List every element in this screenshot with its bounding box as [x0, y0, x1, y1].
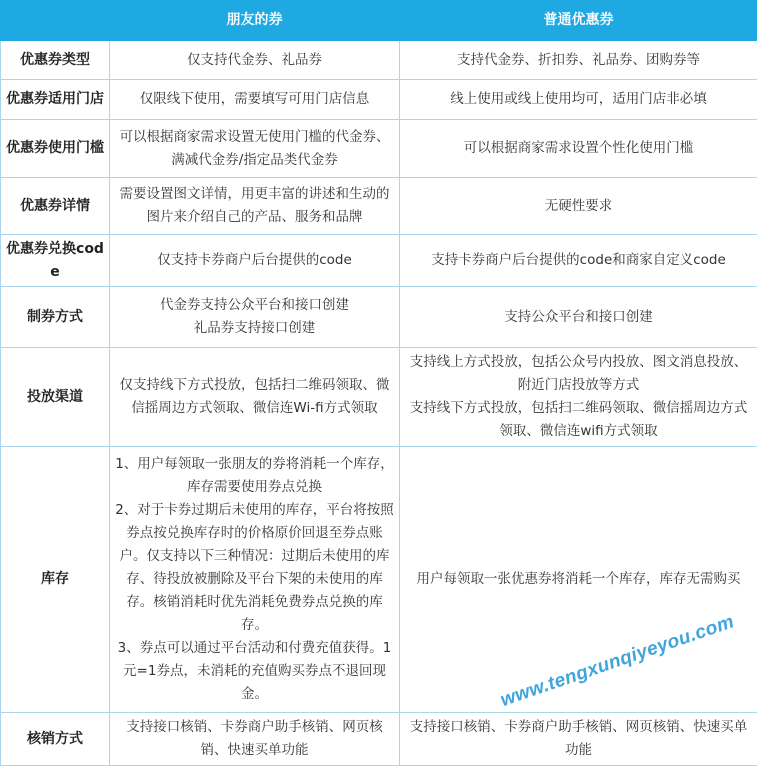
- friend-coupon-cell: [110, 447, 400, 713]
- table-row: [1, 178, 757, 235]
- friend-coupon-cell: 支持接口核销、卡券商户助手核销、网页核销、快速买单功能: [110, 713, 400, 766]
- site-watermark: www.tengxunqiyeyou.com: [498, 611, 737, 712]
- cell-line: 礼品券支持接口创建: [115, 317, 394, 340]
- normal-coupon-cell: 用户每领取一张优惠券将消耗一个库存，库存无需购买: [400, 447, 757, 713]
- friend-coupon-cell: 仅支持卡券商户后台提供的code: [110, 235, 400, 287]
- table-row: [1, 348, 757, 447]
- header-corner: [1, 1, 110, 41]
- friend-coupon-cell: 可以根据商家需求设置无使用门槛的代金券、满减代金券/指定品类代金券: [110, 120, 400, 178]
- row-label: 制券方式: [1, 287, 110, 348]
- friend-coupon-cell: 仅限线下使用，需要填写可用门店信息: [110, 80, 400, 120]
- table-row: [1, 235, 757, 287]
- normal-coupon-cell: [400, 348, 757, 447]
- row-label: 投放渠道: [1, 348, 110, 447]
- header-friend-coupon: 朋友的券: [110, 1, 400, 41]
- row-label: 优惠券兑换code: [1, 235, 110, 287]
- normal-coupon-cell: 支持接口核销、卡券商户助手核销、网页核销、快速买单功能: [400, 713, 757, 766]
- cell-line: 2、对于卡券过期后未使用的库存，平台将按照券点按兑换库存时的价格原价回退至券点账户。仅支持以下三种情况：过期后未使用的库存、待投放被删除及平台下架的未使用的库存。核销消耗时优先消耗免费券点兑换的库存。: [115, 499, 394, 637]
- friend-coupon-cell: 仅支持线下方式投放，包括扫二维码领取、微信摇周边方式领取、微信连Wi-fi方式领取: [110, 348, 400, 447]
- normal-coupon-cell: 支持公众平台和接口创建: [400, 287, 757, 348]
- table-row: [1, 80, 757, 120]
- table-row: [1, 120, 757, 178]
- normal-coupon-cell: 线上使用或线上使用均可，适用门店非必填: [400, 80, 757, 120]
- cell-line: 支持线下方式投放，包括扫二维码领取、微信摇周边方式领取、微信连wifi方式领取: [405, 397, 752, 443]
- row-label: 库存: [1, 447, 110, 713]
- friend-coupon-cell: 仅支持代金券、礼品券: [110, 41, 400, 80]
- table-row: [1, 287, 757, 348]
- normal-coupon-cell: 支持卡券商户后台提供的code和商家自定义code: [400, 235, 757, 287]
- table-row: [1, 447, 757, 713]
- row-label: 优惠券使用门槛: [1, 120, 110, 178]
- cell-line: 3、券点可以通过平台活动和付费充值获得。1元=1券点，未消耗的充值购买券点不退回现金。: [115, 637, 394, 706]
- cell-line: 代金券支持公众平台和接口创建: [115, 294, 394, 317]
- friend-coupon-cell: 需要设置图文详情，用更丰富的讲述和生动的图片来介绍自己的产品、服务和品牌: [110, 178, 400, 235]
- normal-coupon-cell: 无硬性要求: [400, 178, 757, 235]
- row-label: 优惠券详情: [1, 178, 110, 235]
- row-label: 核销方式: [1, 713, 110, 766]
- row-label: 优惠券类型: [1, 41, 110, 80]
- cell-line: 1、用户每领取一张朋友的券将消耗一个库存，库存需要使用券点兑换: [115, 453, 394, 499]
- header-normal-coupon: 普通优惠券: [400, 1, 757, 41]
- header-row: [1, 1, 757, 41]
- row-label: 优惠券适用门店: [1, 80, 110, 120]
- cell-line: 支持线上方式投放，包括公众号内投放、图文消息投放、附近门店投放等方式: [405, 351, 752, 397]
- table-row: [1, 41, 757, 80]
- friend-coupon-cell: [110, 287, 400, 348]
- table-row: [1, 713, 757, 766]
- normal-coupon-cell: 可以根据商家需求设置个性化使用门槛: [400, 120, 757, 178]
- normal-coupon-cell: 支持代金券、折扣券、礼品券、团购券等: [400, 41, 757, 80]
